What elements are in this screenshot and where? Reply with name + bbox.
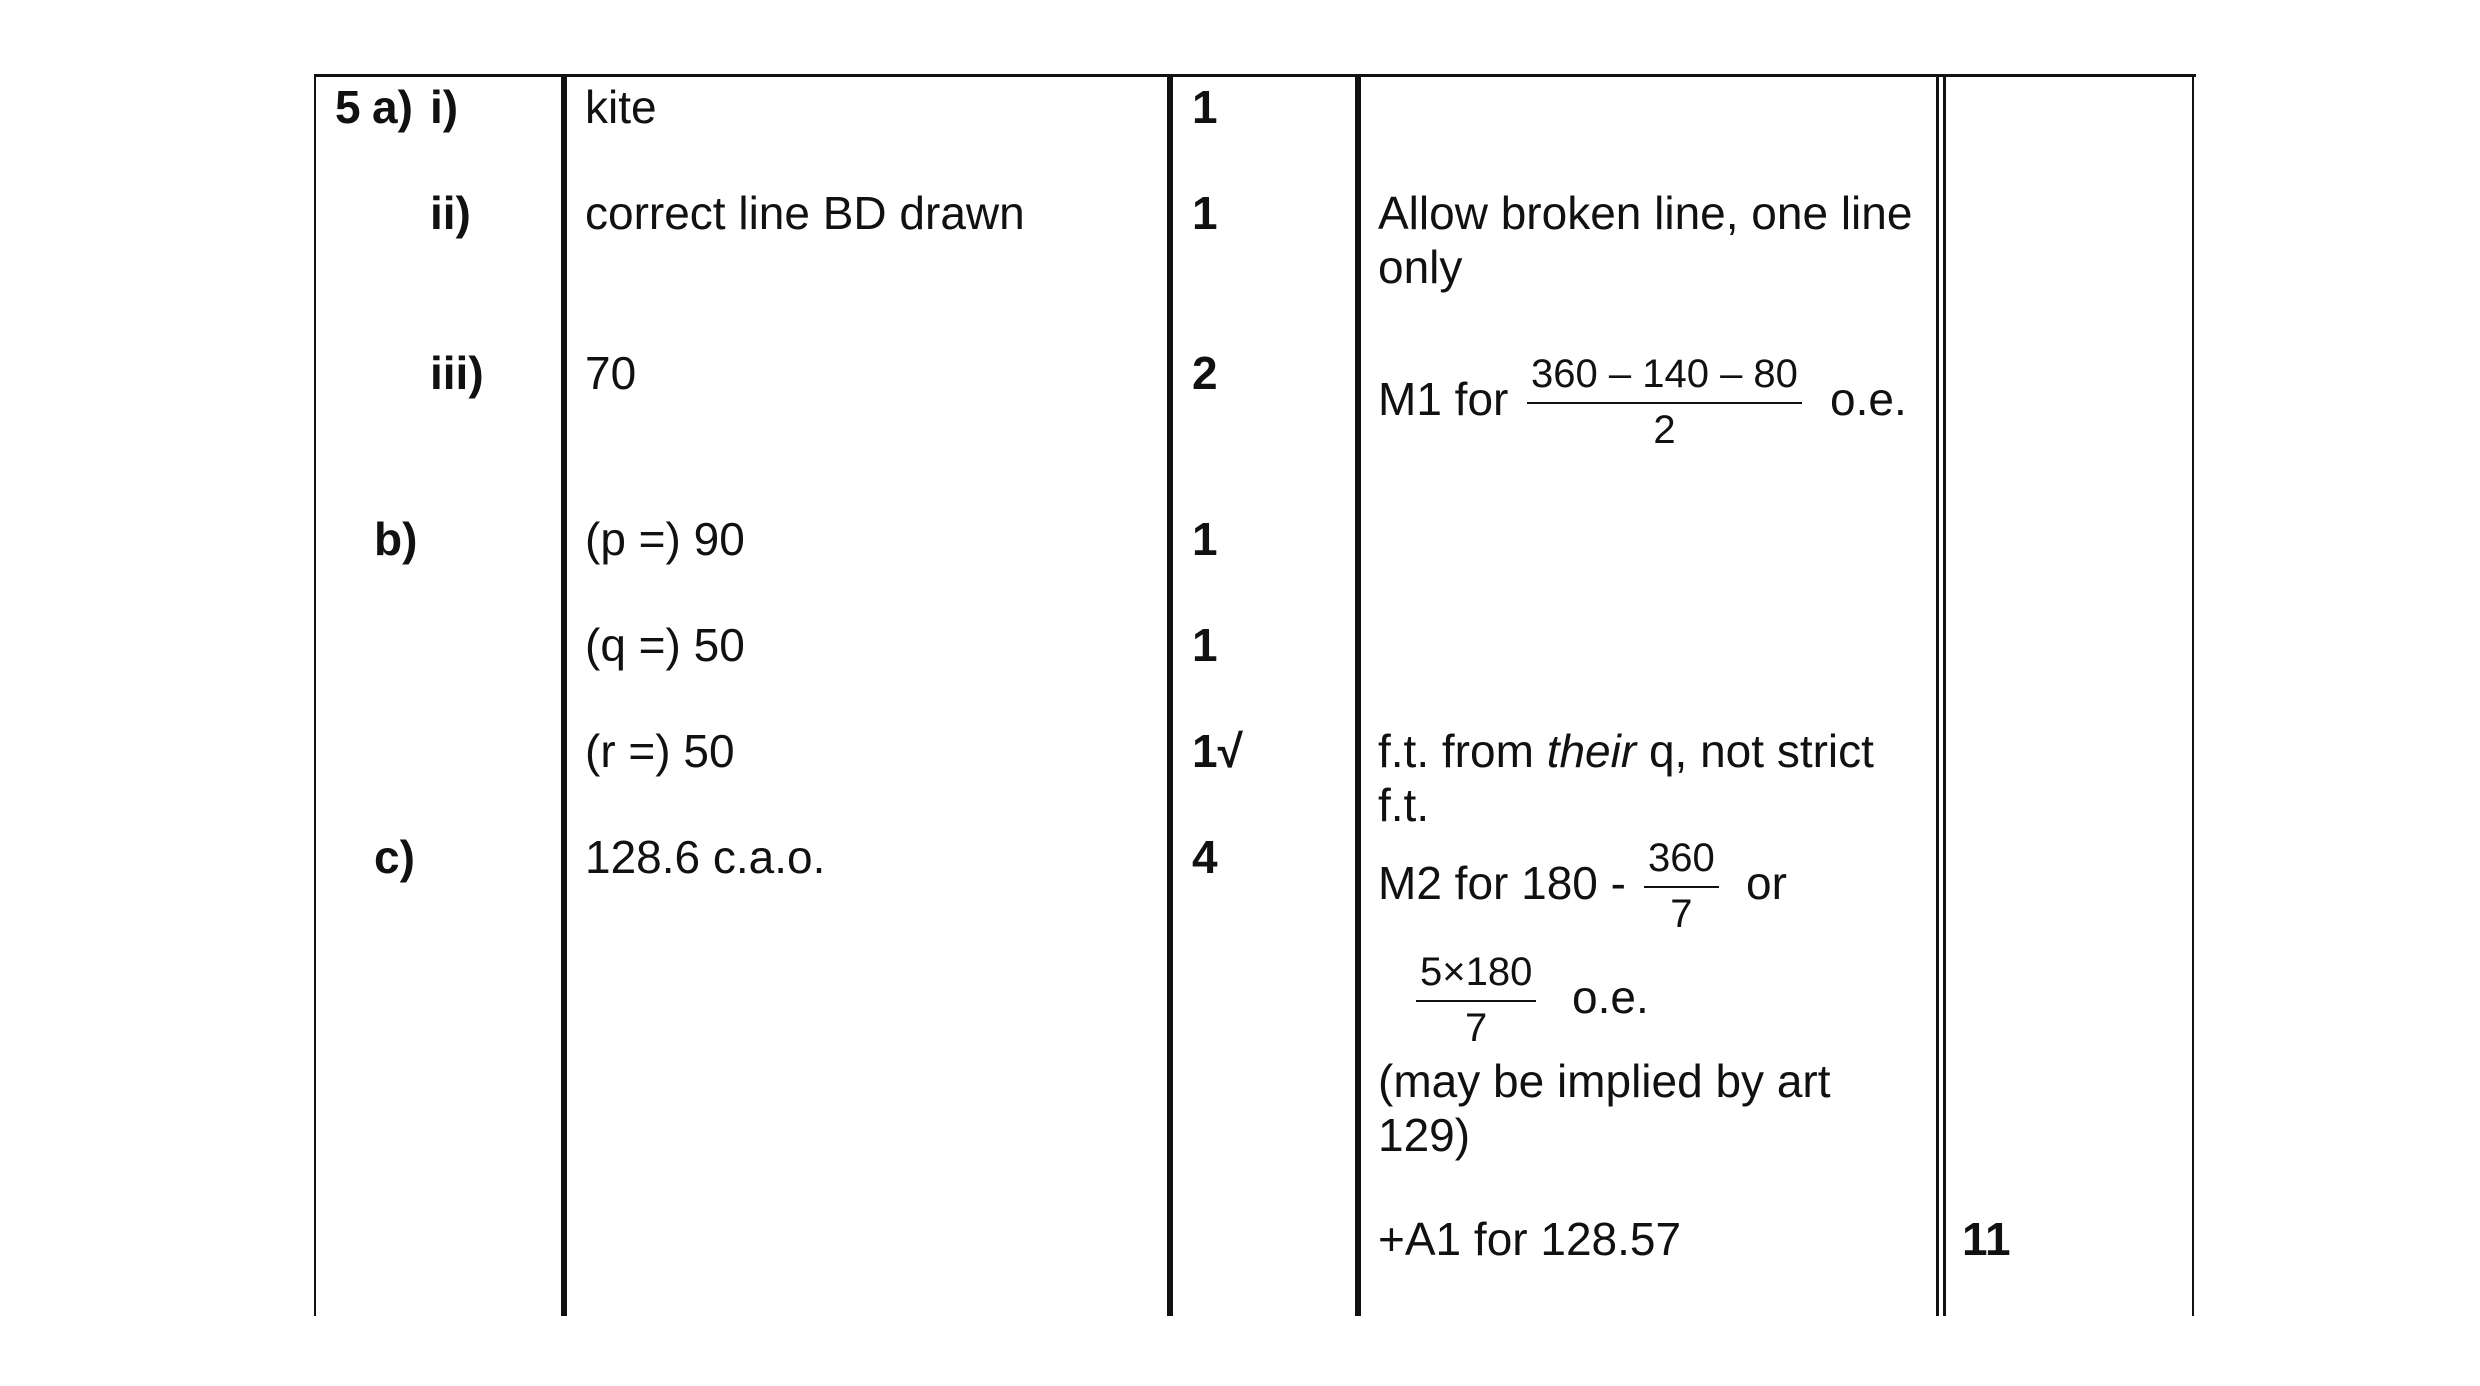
answer-b-r: (r =) 50	[585, 725, 735, 777]
mark-c: 4	[1192, 831, 1218, 883]
mark-b-p: 1	[1192, 513, 1218, 565]
fraction-c-alt-numerator: 5×180	[1416, 948, 1536, 1002]
answer-a-i: kite	[585, 81, 657, 133]
fraction-a-iii-denominator: 2	[1653, 408, 1676, 452]
notes-c-m2-prefix: M2 for 180 -	[1378, 857, 1626, 909]
fraction-a-iii-numerator: 360 – 140 – 80	[1527, 350, 1802, 404]
mark-a-iii: 2	[1192, 347, 1218, 399]
answer-b-p: (p =) 90	[585, 513, 745, 565]
notes-c-a1: +A1 for 128.57	[1378, 1213, 1682, 1265]
table-top-border	[314, 74, 2196, 77]
notes-c-or: or	[1746, 857, 1787, 909]
notes-b-r-pre: f.t. from	[1378, 725, 1547, 777]
question-number: 5	[335, 81, 361, 133]
question-total: 11	[1962, 1213, 2011, 1265]
fraction-c-m2-denominator: 7	[1670, 892, 1693, 936]
notes-b-r-post: q, not strict f.t.	[1378, 725, 1874, 831]
fraction-c-alt	[1416, 948, 1536, 1052]
fraction-a-iii	[1527, 350, 1802, 454]
column-border-1	[314, 74, 316, 1316]
answer-a-iii: 70	[585, 347, 637, 399]
answer-b-q: (q =) 50	[585, 619, 745, 671]
notes-a-iii-suffix: o.e.	[1830, 373, 1907, 425]
part-label-b: b)	[374, 513, 418, 565]
part-label-a: a)	[372, 81, 413, 133]
column-border-4	[1355, 74, 1361, 1316]
notes-a-iii-prefix: M1 for	[1378, 373, 1509, 425]
column-border-5a	[1936, 74, 1939, 1316]
mark-a-i: 1	[1192, 81, 1218, 133]
notes-b-r-italic: their	[1546, 725, 1637, 777]
column-border-3	[1167, 74, 1173, 1316]
mark-b-q: 1	[1192, 619, 1218, 671]
mark-a-ii: 1	[1192, 187, 1218, 239]
notes-a-ii: Allow broken line, one line only	[1378, 187, 1913, 293]
answer-c: 128.6 c.a.o.	[585, 831, 826, 883]
column-border-6	[2192, 74, 2194, 1316]
mark-b-r: 1√	[1192, 725, 1243, 777]
notes-c-implied: (may be implied by art 129)	[1378, 1055, 1831, 1161]
sub-label-i: i)	[430, 81, 459, 133]
sub-label-ii: ii)	[430, 187, 471, 239]
notes-c-alt-suffix: o.e.	[1572, 971, 1649, 1023]
part-label-c: c)	[374, 831, 415, 883]
fraction-c-m2	[1644, 834, 1719, 938]
answer-a-ii: correct line BD drawn	[585, 187, 1025, 239]
notes-b-r	[1378, 724, 1928, 832]
fraction-c-alt-denominator: 7	[1465, 1006, 1488, 1050]
fraction-c-m2-numerator: 360	[1644, 834, 1719, 888]
sub-label-iii: iii)	[430, 347, 484, 399]
column-border-5b	[1943, 74, 1946, 1316]
column-border-2	[561, 74, 567, 1316]
